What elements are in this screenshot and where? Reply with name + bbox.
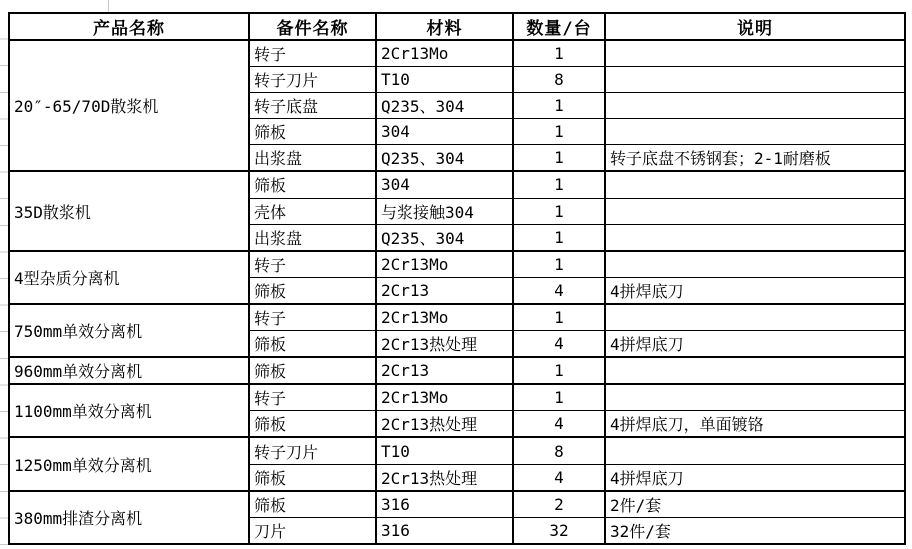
part-cell: 筛板: [249, 411, 376, 438]
qty-cell: 8: [513, 67, 605, 93]
part-cell: 筛板: [249, 277, 376, 304]
qty-cell: 8: [513, 437, 605, 464]
material-cell: 2Cr13热处理: [376, 411, 513, 438]
part-cell: 筛板: [249, 464, 376, 491]
qty-cell: 1: [513, 145, 605, 172]
qty-cell: 2: [513, 491, 605, 518]
material-cell: 2Cr13热处理: [376, 464, 513, 491]
qty-cell: 1: [513, 40, 605, 67]
material-cell: 316: [376, 491, 513, 518]
part-cell: 出浆盘: [249, 145, 376, 172]
material-cell: 2Cr13Mo: [376, 304, 513, 331]
table-row: [9, 304, 905, 331]
note-cell: 32件/套: [605, 517, 905, 544]
qty-cell: 4: [513, 411, 605, 438]
part-cell: 筛板: [249, 491, 376, 518]
note-cell: 4拼焊底刀: [605, 464, 905, 491]
material-cell: 304: [376, 119, 513, 145]
col-header-product: 产品名称: [9, 13, 249, 40]
spare-parts-table: [8, 12, 906, 545]
qty-cell: 1: [513, 224, 605, 251]
note-cell: [605, 67, 905, 93]
material-cell: 2Cr13Mo: [376, 384, 513, 411]
material-cell: 2Cr13: [376, 357, 513, 384]
note-cell: [605, 304, 905, 331]
material-cell: 316: [376, 517, 513, 544]
part-cell: 转子: [249, 384, 376, 411]
note-cell: [605, 93, 905, 119]
note-cell: 4拼焊底刀: [605, 277, 905, 304]
qty-cell: 32: [513, 517, 605, 544]
note-cell: [605, 251, 905, 278]
part-cell: 转子: [249, 251, 376, 278]
table-header: [9, 13, 905, 40]
table-row: [9, 40, 905, 67]
part-cell: 转子刀片: [249, 437, 376, 464]
part-cell: 筛板: [249, 331, 376, 358]
material-cell: Q235、304: [376, 145, 513, 172]
header-row: [9, 13, 905, 40]
qty-cell: 4: [513, 331, 605, 358]
part-cell: 出浆盘: [249, 224, 376, 251]
note-cell: [605, 384, 905, 411]
note-cell: [605, 171, 905, 198]
note-cell: [605, 357, 905, 384]
note-cell: [605, 224, 905, 251]
part-cell: 转子底盘: [249, 93, 376, 119]
part-cell: 壳体: [249, 198, 376, 224]
qty-cell: 1: [513, 304, 605, 331]
product-cell: 1250mm单效分离机: [9, 437, 249, 490]
product-cell: 20″-65/70D散浆机: [9, 40, 249, 171]
table-row: [9, 491, 905, 518]
table-row: [9, 171, 905, 198]
material-cell: 与浆接触304: [376, 198, 513, 224]
qty-cell: 1: [513, 357, 605, 384]
material-cell: T10: [376, 437, 513, 464]
note-cell: 2件/套: [605, 491, 905, 518]
product-cell: 4型杂质分离机: [9, 251, 249, 304]
col-header-part: 备件名称: [249, 13, 376, 40]
table-row: [9, 251, 905, 278]
note-cell: [605, 119, 905, 145]
material-cell: Q235、304: [376, 224, 513, 251]
material-cell: 2Cr13Mo: [376, 40, 513, 67]
col-header-qty: 数量/台: [513, 13, 605, 40]
part-cell: 筛板: [249, 357, 376, 384]
table-row: [9, 357, 905, 384]
col-header-note: 说明: [605, 13, 905, 40]
part-cell: 筛板: [249, 171, 376, 198]
material-cell: T10: [376, 67, 513, 93]
part-cell: 转子: [249, 40, 376, 67]
qty-cell: 4: [513, 464, 605, 491]
product-cell: 380mm排渣分离机: [9, 491, 249, 544]
col-header-material: 材料: [376, 13, 513, 40]
note-cell: [605, 40, 905, 67]
qty-cell: 1: [513, 93, 605, 119]
qty-cell: 4: [513, 277, 605, 304]
qty-cell: 1: [513, 198, 605, 224]
qty-cell: 1: [513, 171, 605, 198]
qty-cell: 1: [513, 384, 605, 411]
note-cell: 转子底盘不锈钢套；2-1耐磨板: [605, 145, 905, 172]
material-cell: Q235、304: [376, 93, 513, 119]
part-cell: 刀片: [249, 517, 376, 544]
part-cell: 转子: [249, 304, 376, 331]
material-cell: 2Cr13Mo: [376, 251, 513, 278]
note-cell: [605, 198, 905, 224]
part-cell: 筛板: [249, 119, 376, 145]
product-cell: 960mm单效分离机: [9, 357, 249, 384]
qty-cell: 1: [513, 119, 605, 145]
note-cell: 4拼焊底刀: [605, 331, 905, 358]
material-cell: 2Cr13: [376, 277, 513, 304]
part-cell: 转子刀片: [249, 67, 376, 93]
note-cell: [605, 437, 905, 464]
product-cell: 35D散浆机: [9, 171, 249, 250]
material-cell: 2Cr13热处理: [376, 331, 513, 358]
table-row: [9, 437, 905, 464]
note-cell: 4拼焊底刀，单面镀铬: [605, 411, 905, 438]
table-row: [9, 384, 905, 411]
qty-cell: 1: [513, 251, 605, 278]
material-cell: 304: [376, 171, 513, 198]
product-cell: 1100mm单效分离机: [9, 384, 249, 437]
table-body: [9, 40, 905, 544]
product-cell: 750mm单效分离机: [9, 304, 249, 357]
